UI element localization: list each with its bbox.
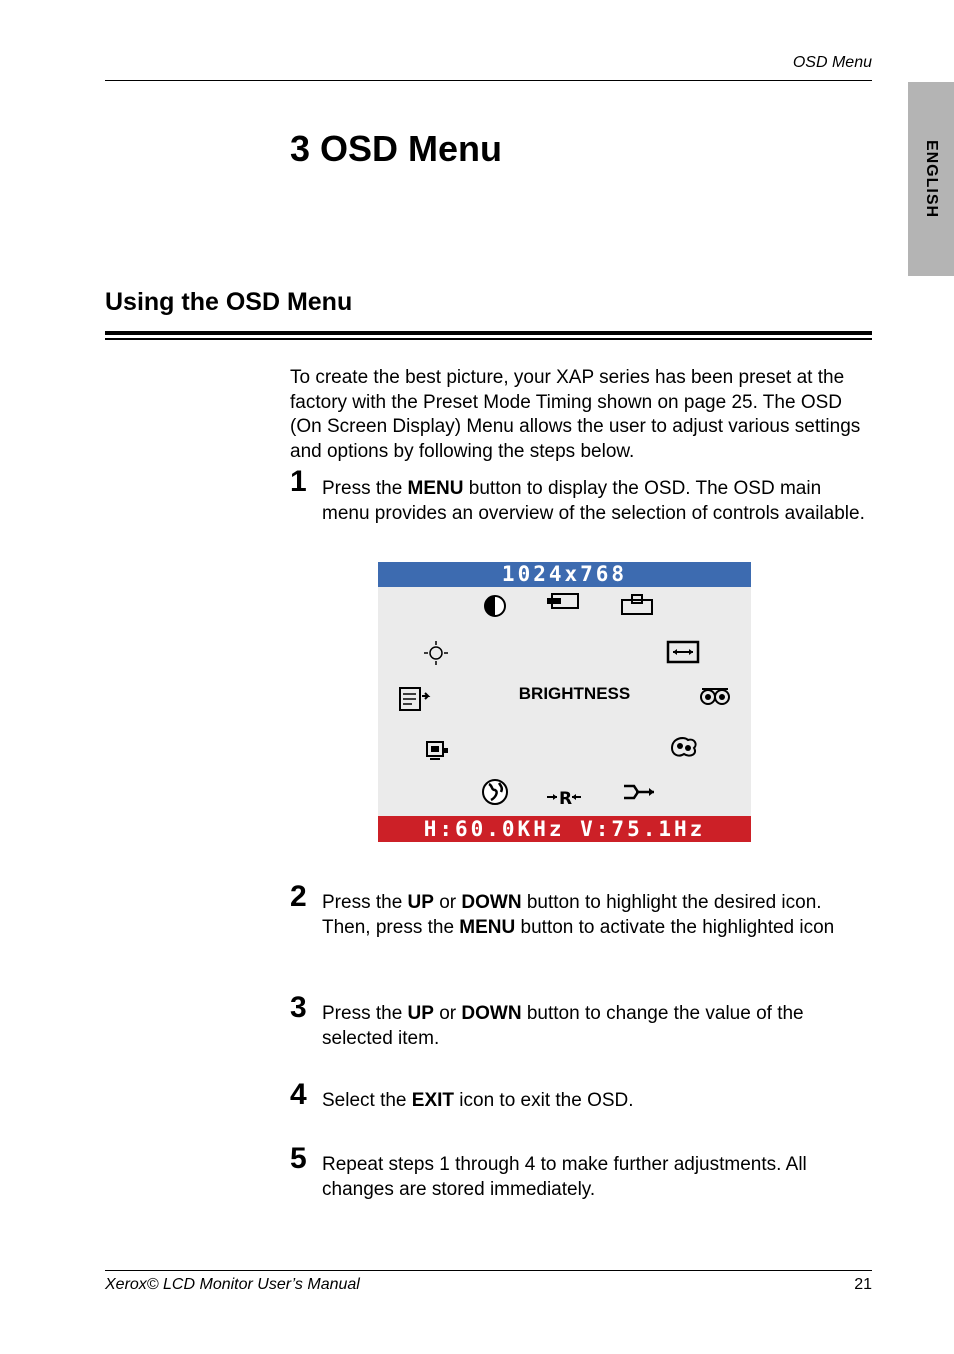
recall-icon [398,686,432,712]
step-number: 3 [290,991,307,1024]
step-text-run: Press the [322,1003,408,1024]
step-keyword: MENU [459,916,516,938]
step-text-run: icon to exit the OSD. [454,1090,634,1111]
language-tab [908,82,954,276]
osd-menu-screenshot [378,562,751,842]
step-text [322,477,872,526]
step-text-run: button to change the value of the selected item. [322,1003,804,1049]
step-text [322,1002,872,1051]
step-text-run: Repeat steps 1 through 4 to make further adjustments. All changes are stored immediately. [322,1154,807,1200]
step-keyword: UP [407,1003,434,1024]
step-keyword: UP [407,892,434,913]
intro-paragraph: To create the best picture, your XAP series has been preset at the factory with the Preset Mode Timing shown on page 25. The OSD (On Screen Display) Menu allows the user to adjust various settings and options by following the steps below. [290,367,861,462]
osd-resolution-bar: 1024x768 [378,562,751,587]
exit-icon [622,780,656,804]
step-number: 4 [290,1078,307,1111]
osd-settings-icon [424,738,450,762]
sharpness-icon [668,734,700,760]
step-keyword: EXIT [411,1090,455,1111]
brightness-icon [423,640,449,666]
step-keyword: DOWN [461,1003,522,1024]
section-rule-thick [105,331,872,335]
running-header: OSD Menu [792,54,872,71]
h-position-icon [546,590,584,612]
step-text [322,891,872,940]
language-icon [481,778,509,806]
h-size-icon [666,640,700,664]
osd-selected-label: BRIGHTNESS [518,684,631,703]
v-position-icon [620,594,654,616]
color-icon [698,686,734,708]
language-tab-label: ENGLISH [923,139,940,219]
step-text [322,1153,872,1202]
step-text-run: Press the [322,892,408,913]
header-rule [105,80,872,81]
step-text-run: button to highlight the desired icon. Then, press the [322,892,822,938]
step-text-run: button to activate the highlighted icon [515,916,835,938]
step-keyword: MENU [407,478,464,499]
contrast-icon [483,594,507,618]
step-number: 2 [290,880,307,913]
step-text [322,1089,872,1114]
footer-rule [105,1270,872,1271]
page-number: 21 [854,1276,872,1293]
step-text-run: Select the [322,1090,412,1111]
step-text-run: or [433,892,462,913]
step-text-run: button to display the OSD. The OSD main menu provides an overview of the selection of controls available. [322,478,865,524]
step-number: 1 [290,465,307,498]
osd-frequency-bar: H:60.0KHz V:75.1Hz [378,816,751,842]
step-keyword: DOWN [461,892,522,913]
section-title: Using the OSD Menu [105,288,353,316]
step-number: 5 [290,1142,307,1175]
section-rule-thin [105,338,872,340]
reset-icon [546,786,582,808]
footer-manual-title: Xerox© LCD Monitor User’s Manual [105,1276,360,1293]
svg-text:R: R [559,789,573,808]
step-text-run: or [433,1003,462,1024]
chapter-title: 3 OSD Menu [290,128,503,169]
step-text-run: Press the [322,478,408,499]
